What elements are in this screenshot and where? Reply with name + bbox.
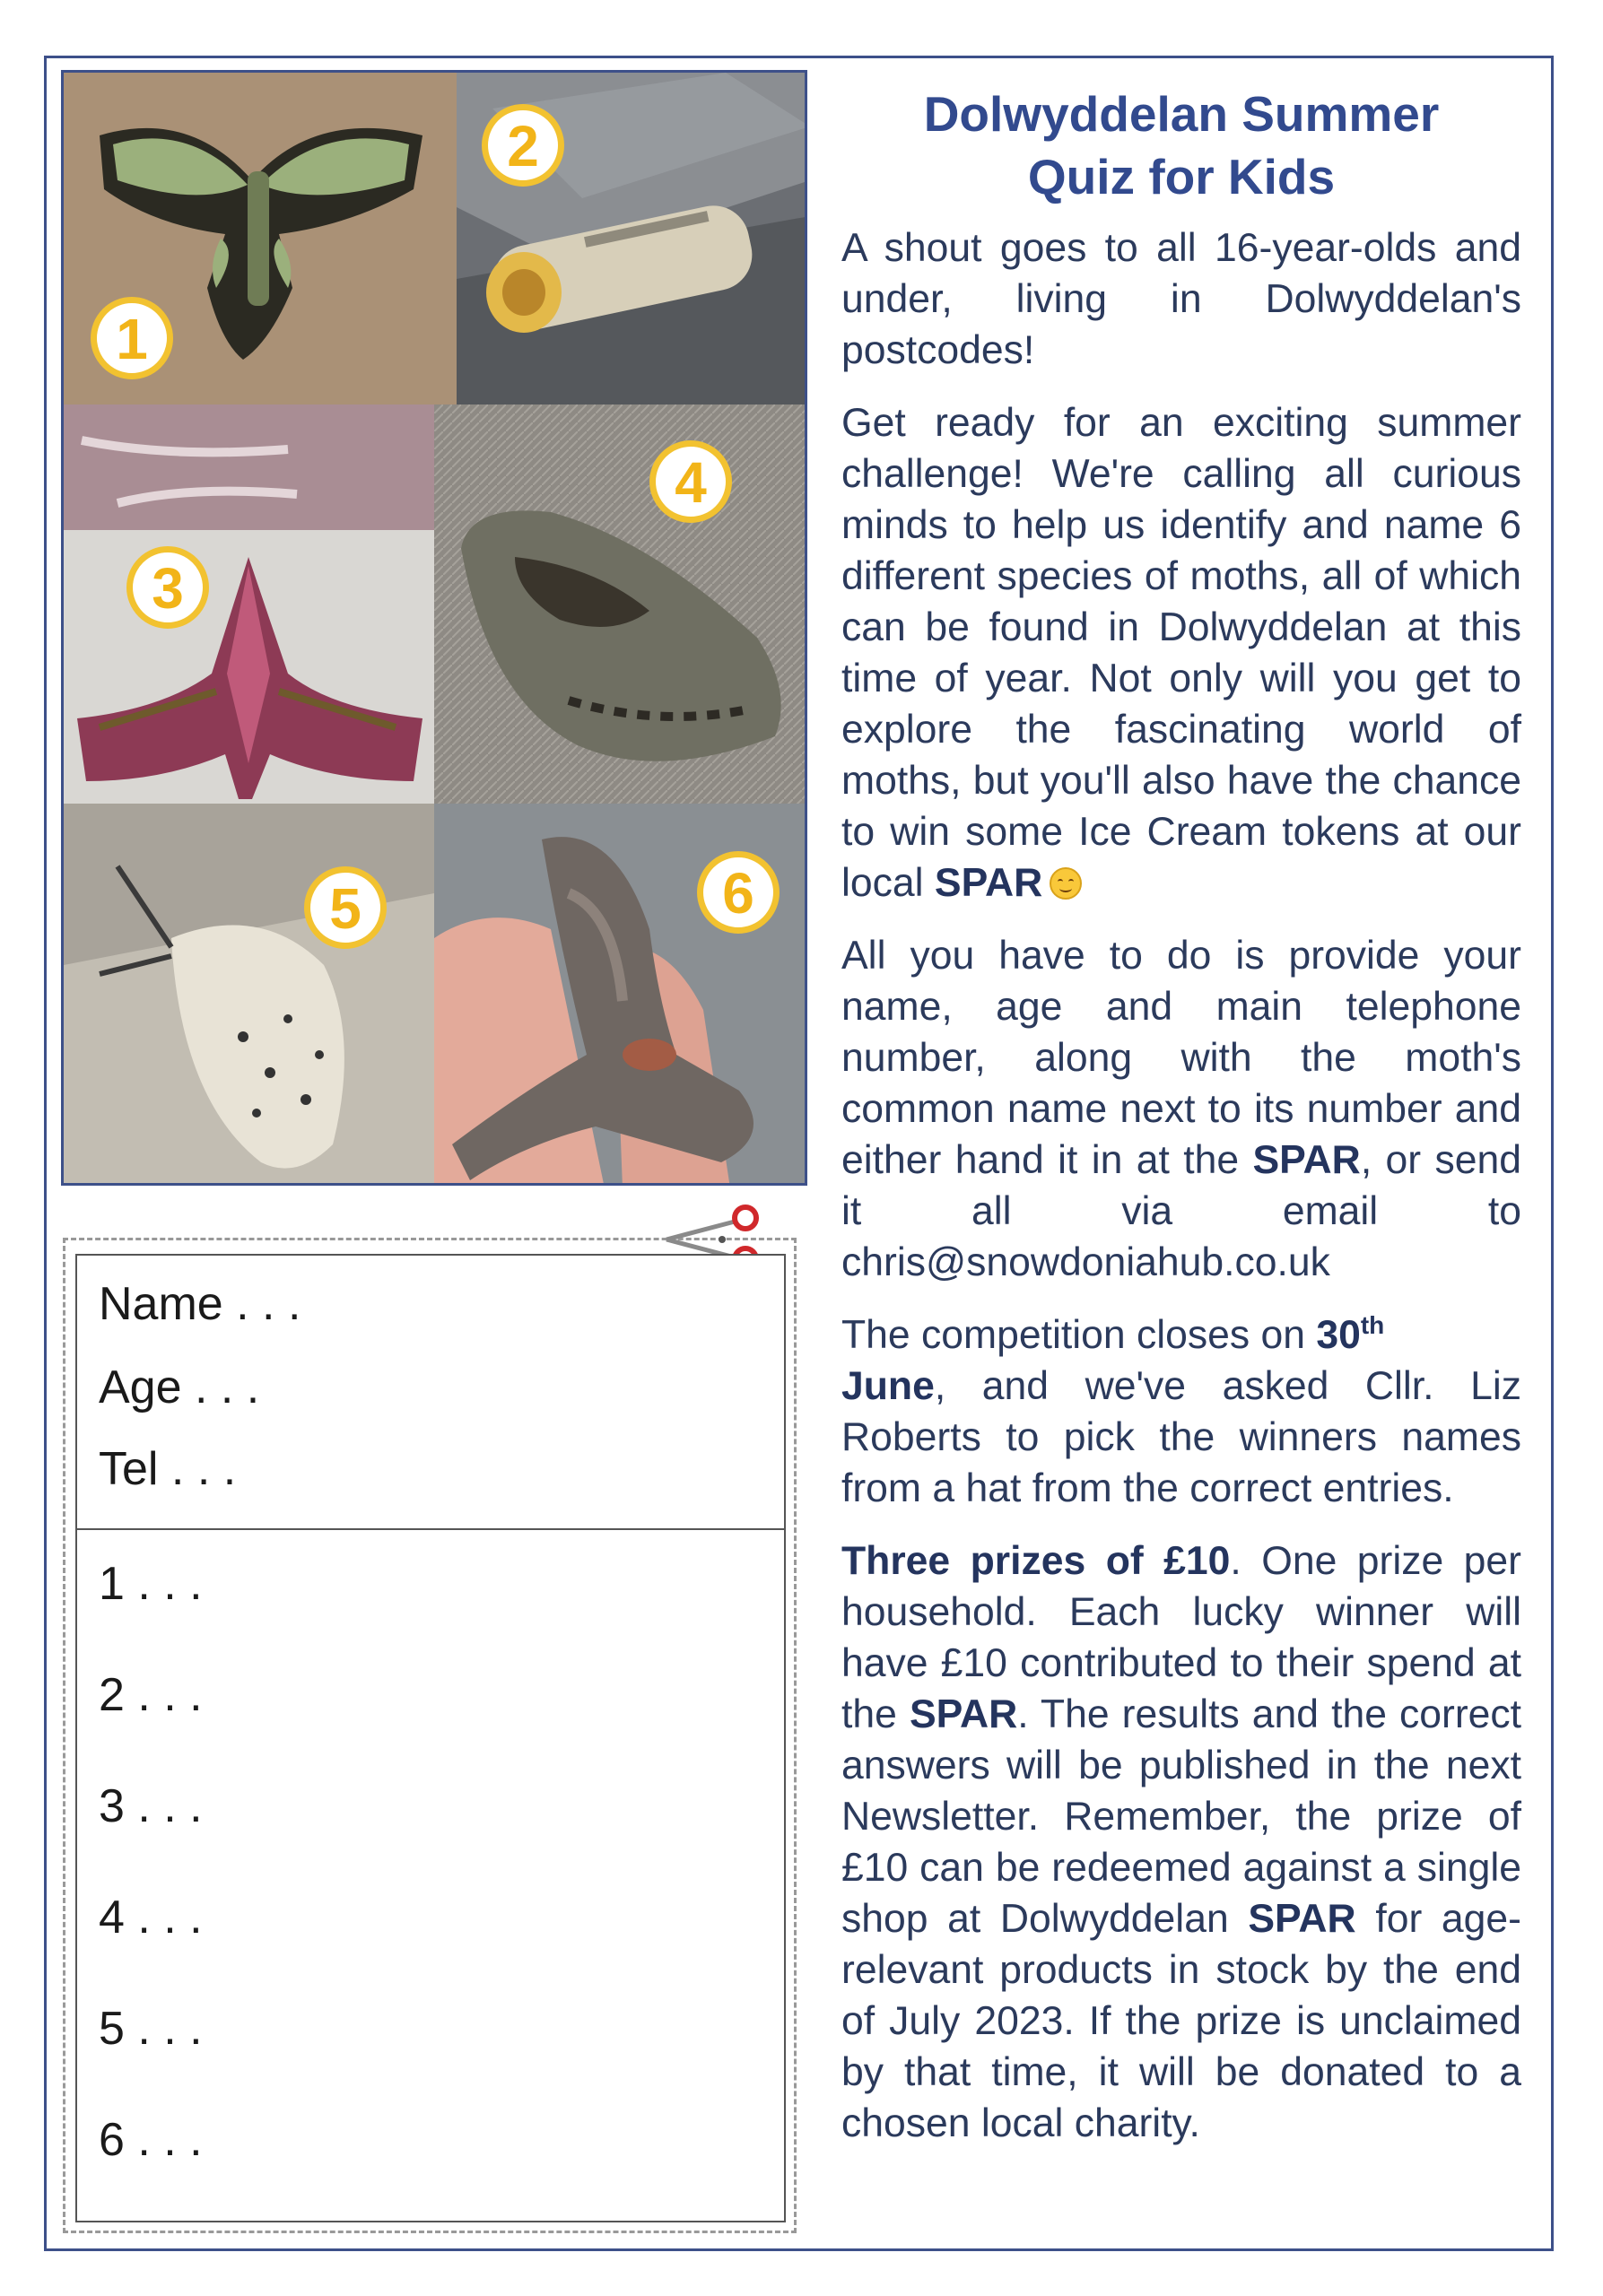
title-line-1: Dolwyddelan Summer	[923, 86, 1440, 142]
moth-photo-3	[64, 404, 434, 804]
closing-date: 30th June	[841, 1311, 1385, 1408]
tel-field-label[interactable]: Tel . . .	[99, 1443, 237, 1495]
instructions-paragraph: All you have to do is provide your name, age and main telephone number, along with the moth's common name next to its number and either hand it in at the SPAR, or send it all via email to chris@snowdoniahub.co.uk	[841, 934, 1522, 1284]
quiz-text-column	[841, 83, 1521, 2170]
closing-date-paragraph: The competition closes on 30th June, and we've asked Cllr. Liz Roberts to pick the winners names from a hat from the correct entries.	[841, 1311, 1521, 1510]
answer-3-field[interactable]: 3 . . .	[99, 1780, 203, 1832]
smiling-face-icon	[1050, 867, 1082, 900]
answer-6-field[interactable]: 6 . . .	[99, 2114, 203, 2166]
moth-photo-4	[434, 404, 807, 804]
photo-number-4: 4	[649, 440, 732, 523]
answer-4-field[interactable]: 4 . . .	[99, 1892, 203, 1944]
spar-name: SPAR	[934, 861, 1043, 905]
spar-name: SPAR	[909, 1692, 1018, 1736]
photo-number-6: 6	[697, 851, 780, 934]
photo-number-1: 1	[91, 297, 173, 379]
answer-2-field[interactable]: 2 . . .	[99, 1669, 203, 1721]
form-divider	[77, 1528, 784, 1530]
answer-5-field[interactable]: 5 . . .	[99, 2003, 203, 2055]
intro-paragraph: A shout goes to all 16-year-olds and under, living in Dolwyddelan's postcodes!	[841, 226, 1521, 372]
moth-photo-5	[64, 804, 434, 1186]
age-field-label[interactable]: Age . . .	[99, 1361, 260, 1413]
spar-name: SPAR	[1252, 1138, 1361, 1182]
prizes-heading: Three prizes of £10	[841, 1539, 1231, 1583]
moth-photo-grid	[61, 70, 807, 1186]
photo-number-2: 2	[482, 104, 564, 187]
answer-1-field[interactable]: 1 . . .	[99, 1558, 203, 1610]
name-field-label[interactable]: Name . . .	[99, 1278, 301, 1330]
entry-form	[75, 1254, 786, 2222]
prizes-paragraph: Three prizes of £10. One prize per household. Each lucky winner will have £10 contributed to their spend at the SPAR. The results and the correct answers will be published in the next Newsletter. Remember, the prize of £10 can be redeemed against a single shop at Dolwyddelan SPAR for age-relevant products in stock by the end of July 2023. If the prize is unclaimed by that time, it will be donated to a chosen local charity.	[841, 1539, 1522, 2145]
photo-number-3: 3	[126, 546, 209, 629]
photo-number-5: 5	[304, 866, 387, 949]
spar-name: SPAR	[1248, 1897, 1356, 1941]
title-line-2: Quiz for Kids	[1027, 149, 1336, 204]
page-title	[841, 83, 1521, 208]
challenge-paragraph: Get ready for an exciting summer challenge! We're calling all curious minds to help us identify and name 6 different species of moths, all of which can be found in Dolwyddelan at this time of year. Not only will you get to explore the fascinating world of moths, but you'll also have the chance to win some Ice Cream tokens at our local SPAR	[841, 401, 1521, 905]
